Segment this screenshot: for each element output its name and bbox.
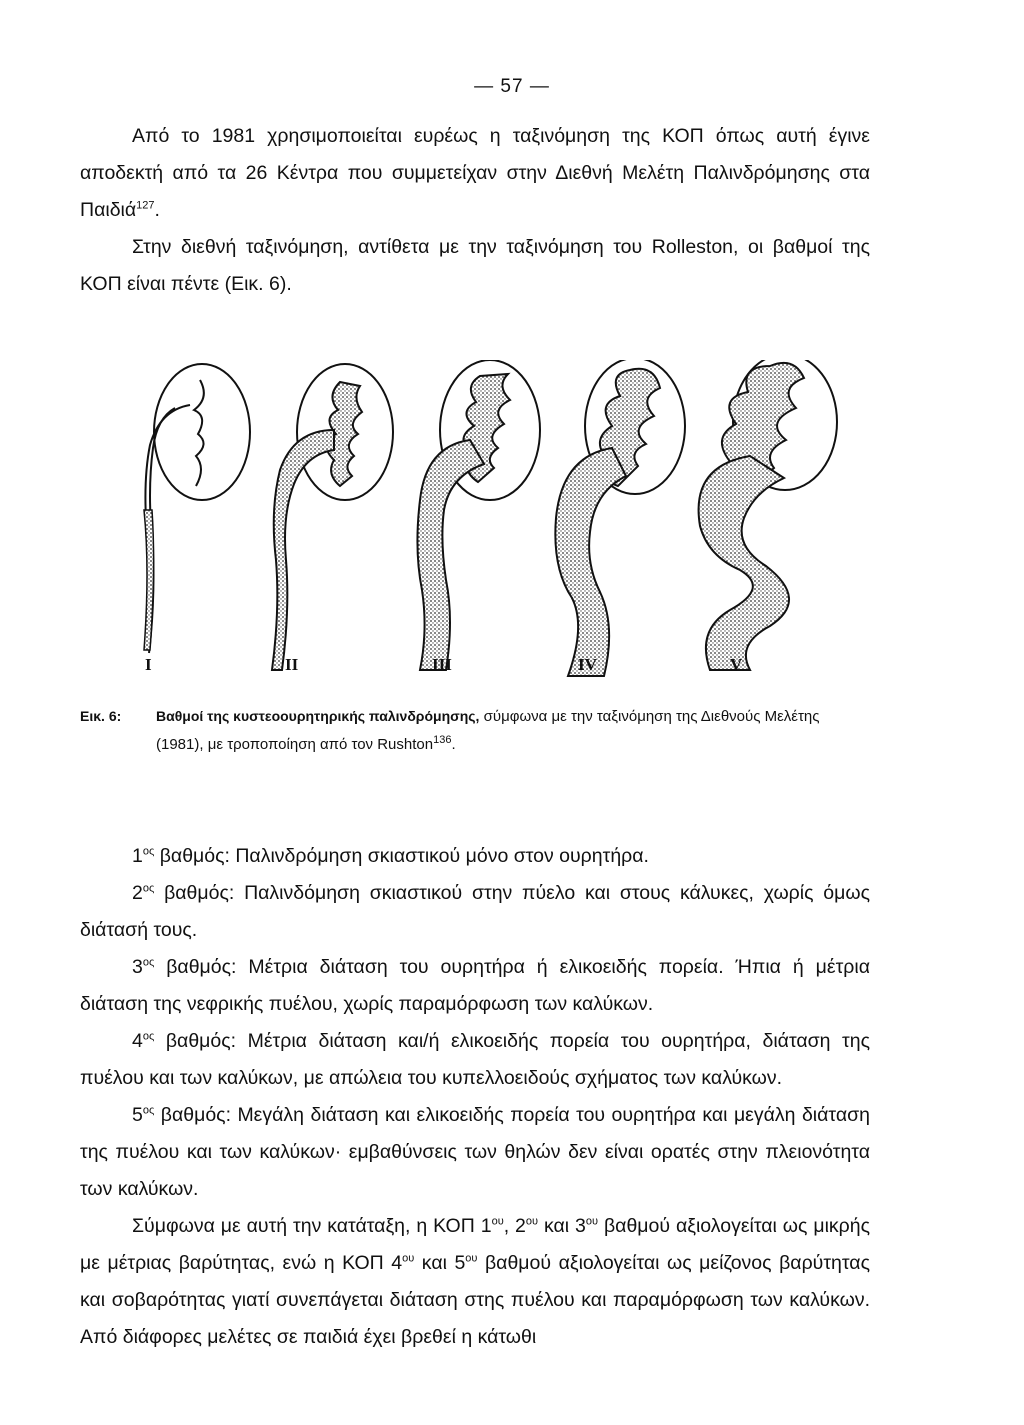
grade-label-4: IV [578, 655, 597, 674]
grade-5-text: βαθμός: Μεγάλη διάταση και ελικοειδής πορεία του ουρητήρα και μεγάλη διάταση της πυέλου και των καλύκων· εμβαθύνσεις των θηλών δεν είναι ορατές στην πλειονότητα των καλύκων. [80, 1104, 870, 1200]
caption-title: Βαθμοί της κυστεοουρητηρικής παλινδρόμησης, [156, 708, 480, 724]
paragraph-2: Στην διεθνή ταξινόμηση, αντίθετα με την ταξινόμηση του Rolleston, οι βαθμοί της ΚΟΠ είναι πέντε (Εικ. 6). [80, 236, 870, 295]
closing-d: βαθμού αξιολογείται ως μικρής με μέτριας βαρύτητας, ενώ η ΚΟΠ 4 [80, 1215, 871, 1274]
closing-c: και 3 [538, 1215, 586, 1237]
closing-b: , 2 [503, 1215, 526, 1237]
intro-text [80, 118, 870, 303]
caption-body [156, 702, 870, 759]
grade-item-1 [80, 838, 870, 875]
closing-paragraph [80, 1208, 870, 1356]
closing-c-sup: ου [585, 1215, 599, 1228]
grade-3-suffix: ος [142, 956, 155, 969]
reference-127: 127 [136, 199, 155, 212]
caption-text: σύμφωνα με την ταξινόμηση της Διεθνούς Μελέτης (1981), με τροποποίηση από τον Rushton [156, 708, 820, 753]
reference-136: 136 [433, 734, 452, 746]
paragraph-1-text: Από το 1981 χρησιμοποιείται ευρέως η ταξινόμηση της ΚΟΠ όπως αυτή έγινε αποδεκτή από τα 26 Κέντρα που συμμετείχαν στην Διεθνή Μελέτη Παλινδρόμησης στα Παιδιά [80, 125, 870, 221]
grade-4-number: 4 [132, 1030, 143, 1052]
kidney-grade-5 [699, 360, 837, 670]
grade-item-4 [80, 1023, 870, 1097]
grade-4-suffix: ος [142, 1030, 155, 1043]
paragraph-1 [80, 118, 870, 229]
grade-2-number: 2 [132, 882, 143, 904]
closing-a-sup: ου [491, 1215, 504, 1228]
kidney-grade-1 [144, 364, 250, 653]
grade-2-suffix: ος [142, 882, 155, 895]
grade-1-number: 1 [132, 845, 143, 867]
kidney-grade-2 [272, 364, 393, 670]
page-number: — 57 — [474, 76, 550, 97]
grade-item-3 [80, 949, 870, 1023]
closing-a: Σύμφωνα με αυτή την κατάταξη, η ΚΟΠ 1 [132, 1215, 492, 1237]
grade-label-3: III [432, 655, 452, 674]
closing-f: βαθμού αξιολογείται ως μείζονος βαρύτητας και σοβαρότητας γιατί συνεπάγεται διάταση στης πυέλου και παραμόρφωση των καλύκων. Από διάφορες μελέτες σε παιδιά έχει βρεθεί η κάτωθι [80, 1252, 870, 1348]
grade-1-suffix: ος [142, 845, 155, 858]
kidney-grade-3 [417, 360, 540, 670]
grade-item-2 [80, 875, 870, 949]
figure-caption [80, 702, 870, 759]
caption-end: . [451, 736, 456, 753]
grade-3-number: 3 [132, 956, 143, 978]
closing-e: και 5 [414, 1252, 466, 1274]
caption-label: Εικ. 6: [80, 708, 122, 724]
closing-e-sup: ου [465, 1252, 478, 1265]
grade-5-number: 5 [132, 1104, 143, 1126]
paragraph-1-end: . [154, 199, 160, 221]
grade-4-text: βαθμός: Μέτρια διάταση και/ή ελικοειδής πορεία του ουρητήρα, διάταση της πυέλου και των καλύκων, με απώλεια του κυπελλοειδούς σχήματος των καλύκων. [80, 1030, 871, 1089]
grade-label-5: V [730, 655, 743, 674]
reflux-grades-figure [130, 360, 890, 680]
grade-2-text: βαθμός: Παλινδόμηση σκιαστικού στην πύελο και στους κάλυκες, χωρίς όμως διάτασή τους. [80, 882, 870, 941]
grades-list [80, 838, 870, 1356]
grade-3-text: βαθμός: Μέτρια διάταση του ουρητήρα ή ελικοειδής πορεία. Ήπια ή μέτρια διάταση της νεφρικής πυέλου, χωρίς παραμόρφωση των καλύκων. [80, 956, 870, 1015]
closing-d-sup: ου [402, 1252, 415, 1265]
kidney-grade-4 [555, 360, 685, 676]
grade-item-5 [80, 1097, 870, 1208]
grade-5-suffix: ος [142, 1104, 155, 1117]
grade-label-1: I [145, 655, 152, 674]
grade-1-text: βαθμός: Παλινδρόμηση σκιαστικού μόνο στον ουρητήρα. [159, 845, 649, 867]
closing-b-sup: ου [525, 1215, 539, 1228]
grade-label-2: II [285, 655, 299, 674]
